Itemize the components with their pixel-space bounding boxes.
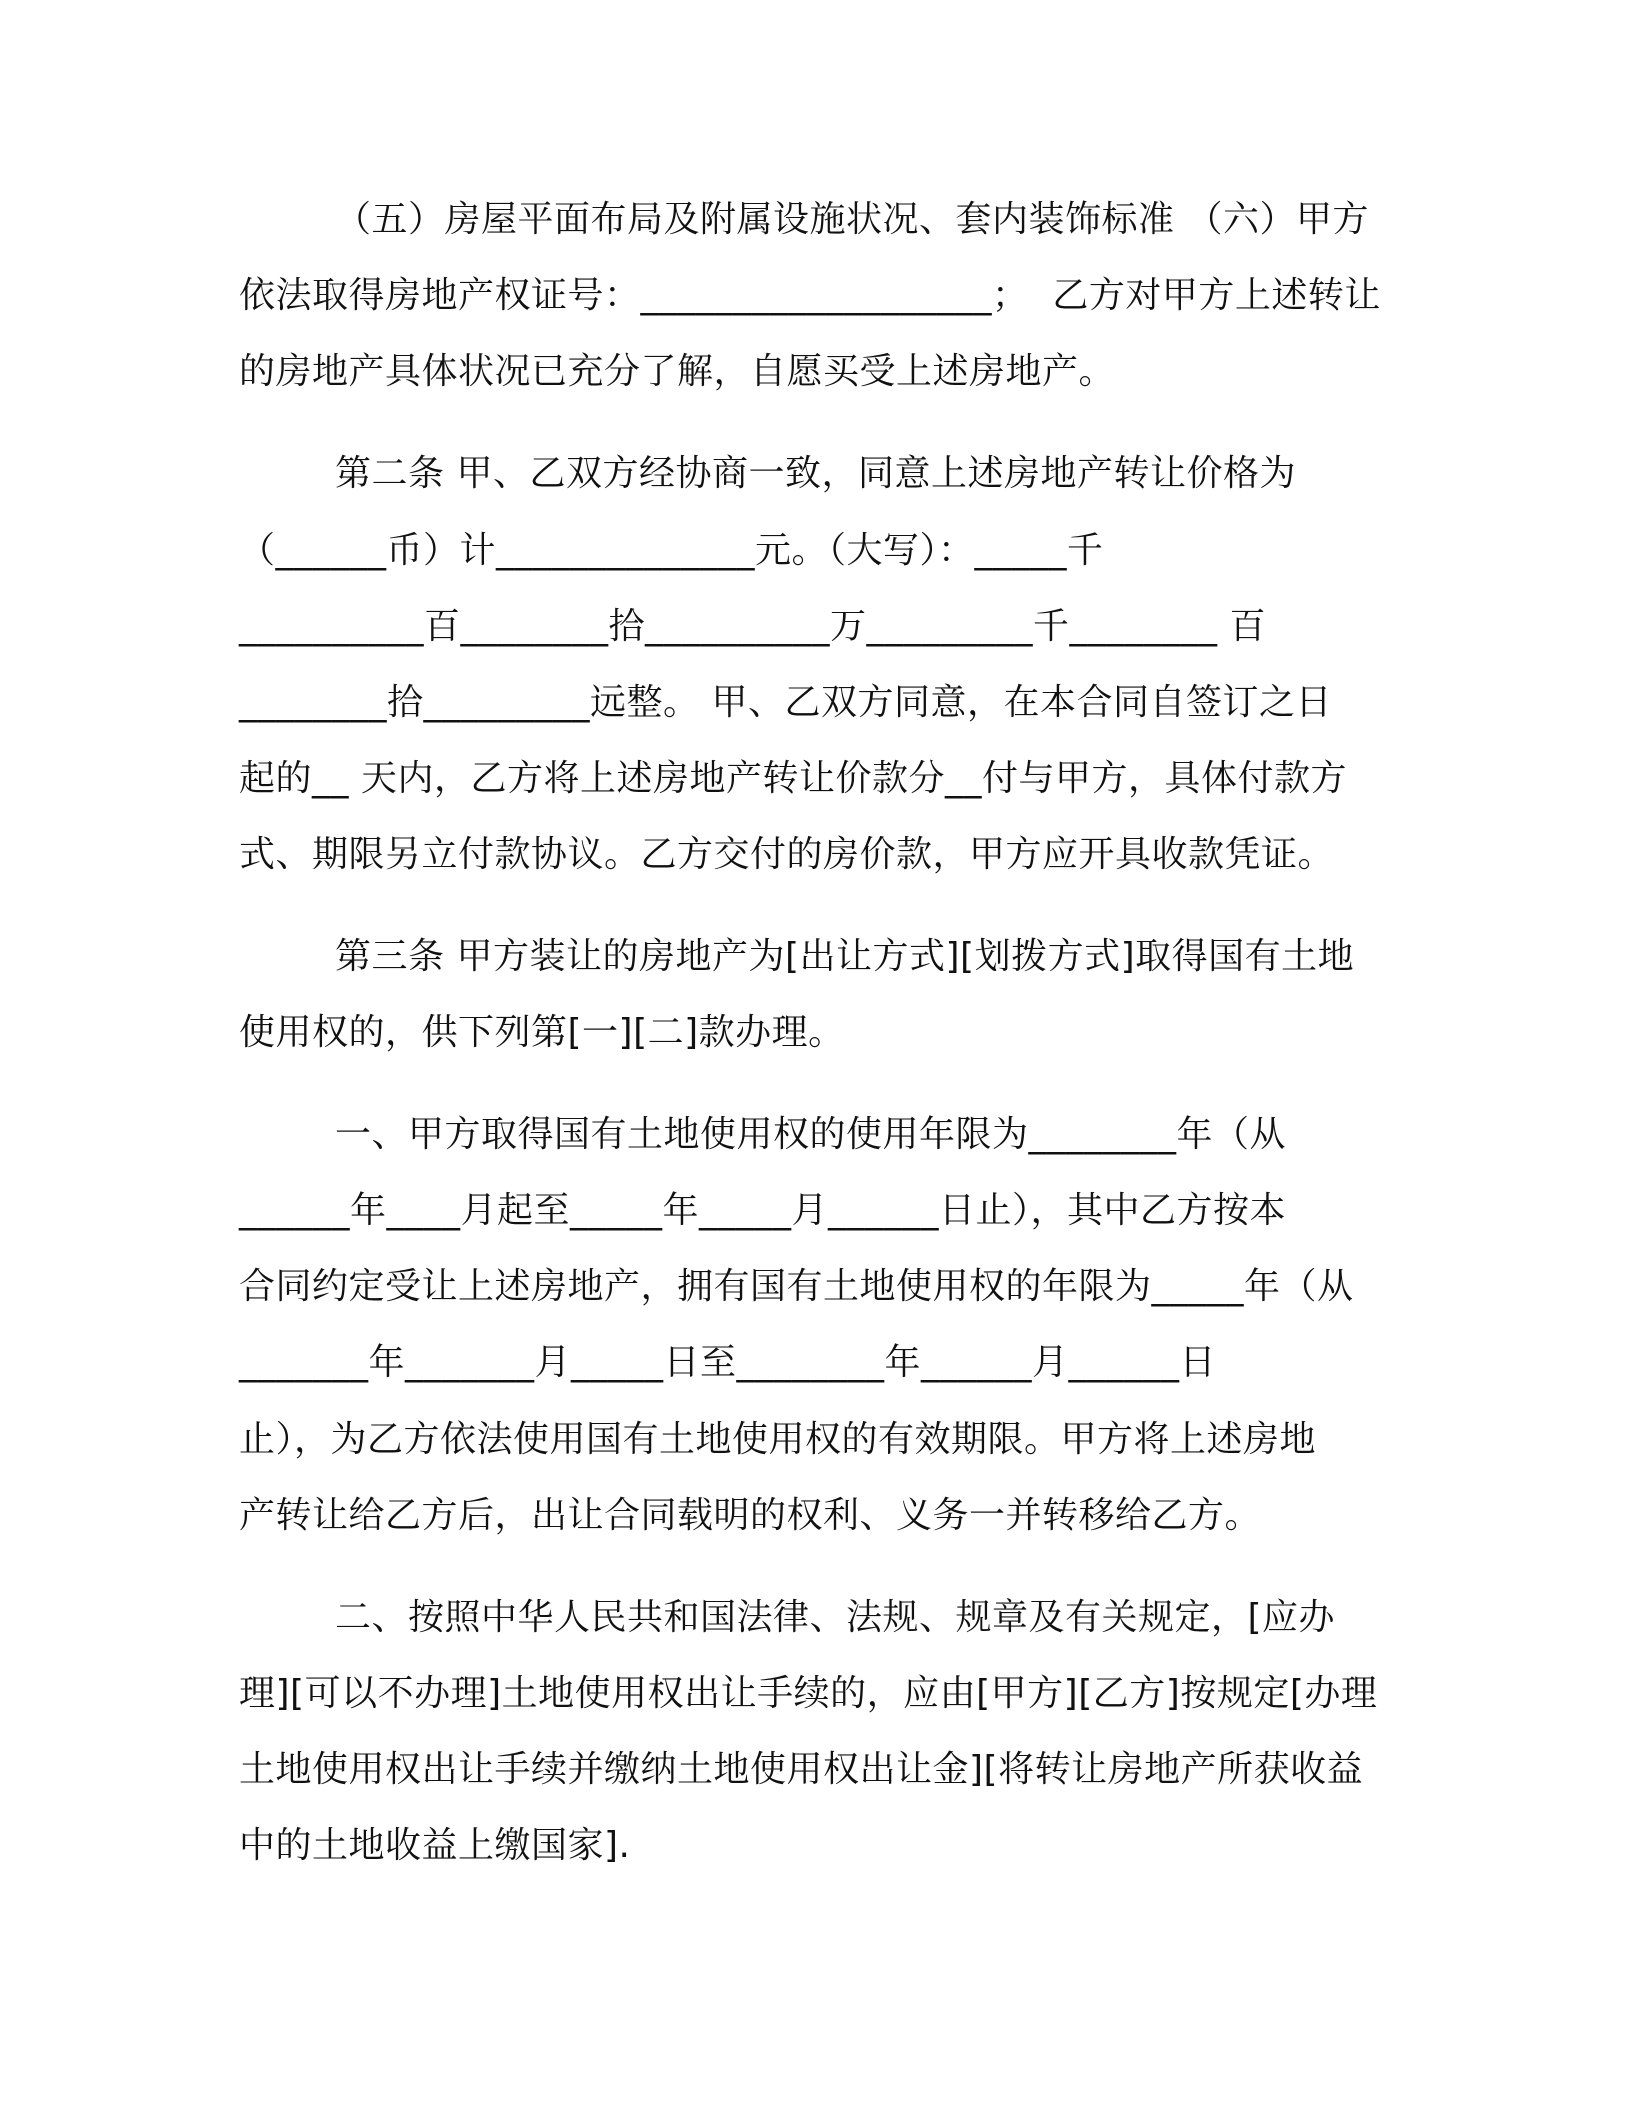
text-line: _______年_______月_____日至________年______月______日 xyxy=(239,1342,1216,1383)
text-line: 中的土地收益上缴国家]. xyxy=(239,1825,631,1866)
text-line: 二、按照中华人民共和国法律、法规、规章及有关规定，[应办 xyxy=(335,1597,1336,1638)
text-line: （五）房屋平面布局及附属设施状况、套内装饰标准 （六）甲方 xyxy=(335,199,1369,240)
text-line: 依法取得房地产权证号：___________________； 乙方对甲方上述转让 xyxy=(239,275,1381,316)
text-line: 使用权的，供下列第[一][二]款办理。 xyxy=(239,1012,845,1053)
text-line: ______年____月起至_____年_____月______日止），其中乙方按本 xyxy=(239,1190,1287,1231)
text-line: __________百________拾__________万_________千________ 百 xyxy=(239,606,1266,647)
text-line: 理][可以不办理]土地使用权出让手续的，应由[甲方][乙方]按规定[办理 xyxy=(239,1673,1378,1714)
text-line: 式、期限另立付款协议。乙方交付的房价款，甲方应开具收款凭证。 xyxy=(239,834,1335,875)
text-line: （______币）计______________元。（大写）：_____千 xyxy=(239,530,1104,571)
text-line: 合同约定受让上述房地产，拥有国有土地使用权的年限为_____年（从 xyxy=(239,1266,1354,1307)
text-line: 第三条 甲方装让的房地产为[出让方式][划拨方式]取得国有土地 xyxy=(335,936,1355,977)
text-line: 土地使用权出让手续并缴纳土地使用权出让金][将转让房地产所获收益 xyxy=(239,1749,1364,1790)
text-line: 一、甲方取得国有土地使用权的使用年限为________年（从 xyxy=(335,1114,1287,1155)
text-line: 起的__ 天内，乙方将上述房地产转让价款分__付与甲方，具体付款方 xyxy=(239,758,1347,799)
text-line: 的房地产具体状况已充分了解，自愿买受上述房地产。 xyxy=(239,351,1116,392)
text-line: 止），为乙方依法使用国有土地使用权的有效期限。甲方将上述房地 xyxy=(239,1419,1317,1460)
text-line: 第二条 甲、乙双方经协商一致，同意上述房地产转让价格为 xyxy=(335,453,1296,494)
text-line: 产转让给乙方后，出让合同载明的权利、义务一并转移给乙方。 xyxy=(239,1495,1262,1536)
text-line: ________拾_________远整。 甲、乙双方同意，在本合同自签订之日 xyxy=(239,682,1332,723)
